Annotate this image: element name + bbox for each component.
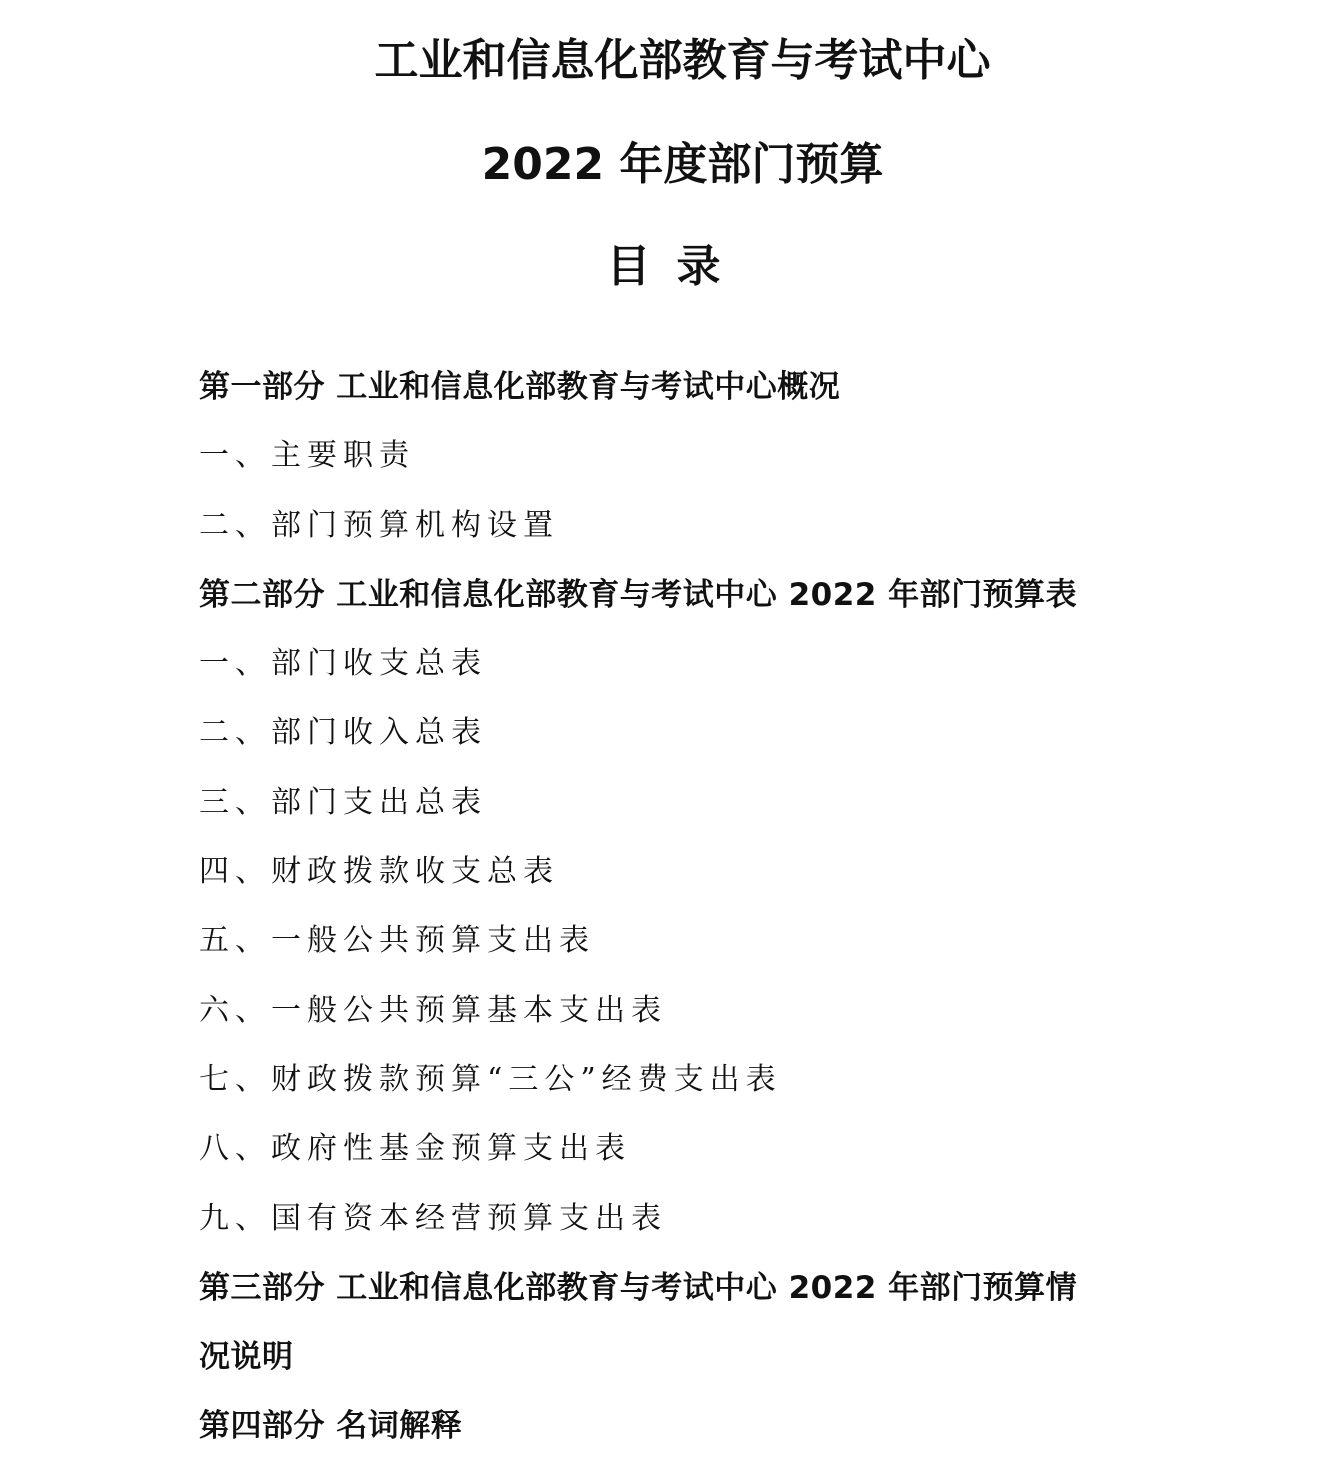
toc-item-fiscal-allocation-summary: 四、财政拨款收支总表 <box>199 854 559 890</box>
document-subtitle: 2022 年度部门预算 <box>481 139 884 190</box>
toc-item-general-public-basic-expense: 六、一般公共预算基本支出表 <box>199 992 667 1028</box>
toc-item-revenue-summary: 二、部门收入总表 <box>199 715 487 751</box>
toc-part-3: 第三部分 工业和信息化部教育与考试中心 2022 年部门预算情 <box>199 1269 1078 1306</box>
toc-part-3-continued: 况说明 <box>199 1339 294 1376</box>
toc-part-4: 第四部分 名词解释 <box>199 1408 463 1445</box>
toc-heading: 目录 <box>606 241 747 292</box>
toc-item-revenue-expense-summary: 一、部门收支总表 <box>199 646 487 682</box>
toc-item-budget-org-setup: 二、部门预算机构设置 <box>199 507 559 543</box>
toc-item-expense-summary: 三、部门支出总表 <box>199 784 487 820</box>
toc-part-1: 第一部分 工业和信息化部教育与考试中心概况 <box>199 369 841 405</box>
toc-item-three-public-expenses: 七、财政拨款预算“三公”经费支出表 <box>199 1061 782 1097</box>
toc-item-main-duties: 一、主要职责 <box>199 438 415 474</box>
toc-item-state-capital-expense: 九、国有资本经营预算支出表 <box>199 1200 667 1236</box>
toc-item-government-fund-expense: 八、政府性基金预算支出表 <box>199 1131 631 1167</box>
toc-part-2: 第二部分 工业和信息化部教育与考试中心 2022 年部门预算表 <box>199 576 1078 613</box>
toc-item-general-public-budget-expense: 五、一般公共预算支出表 <box>199 923 595 959</box>
table-of-contents <box>199 357 1199 1466</box>
document-title: 工业和信息化部教育与考试中心 <box>374 35 991 86</box>
